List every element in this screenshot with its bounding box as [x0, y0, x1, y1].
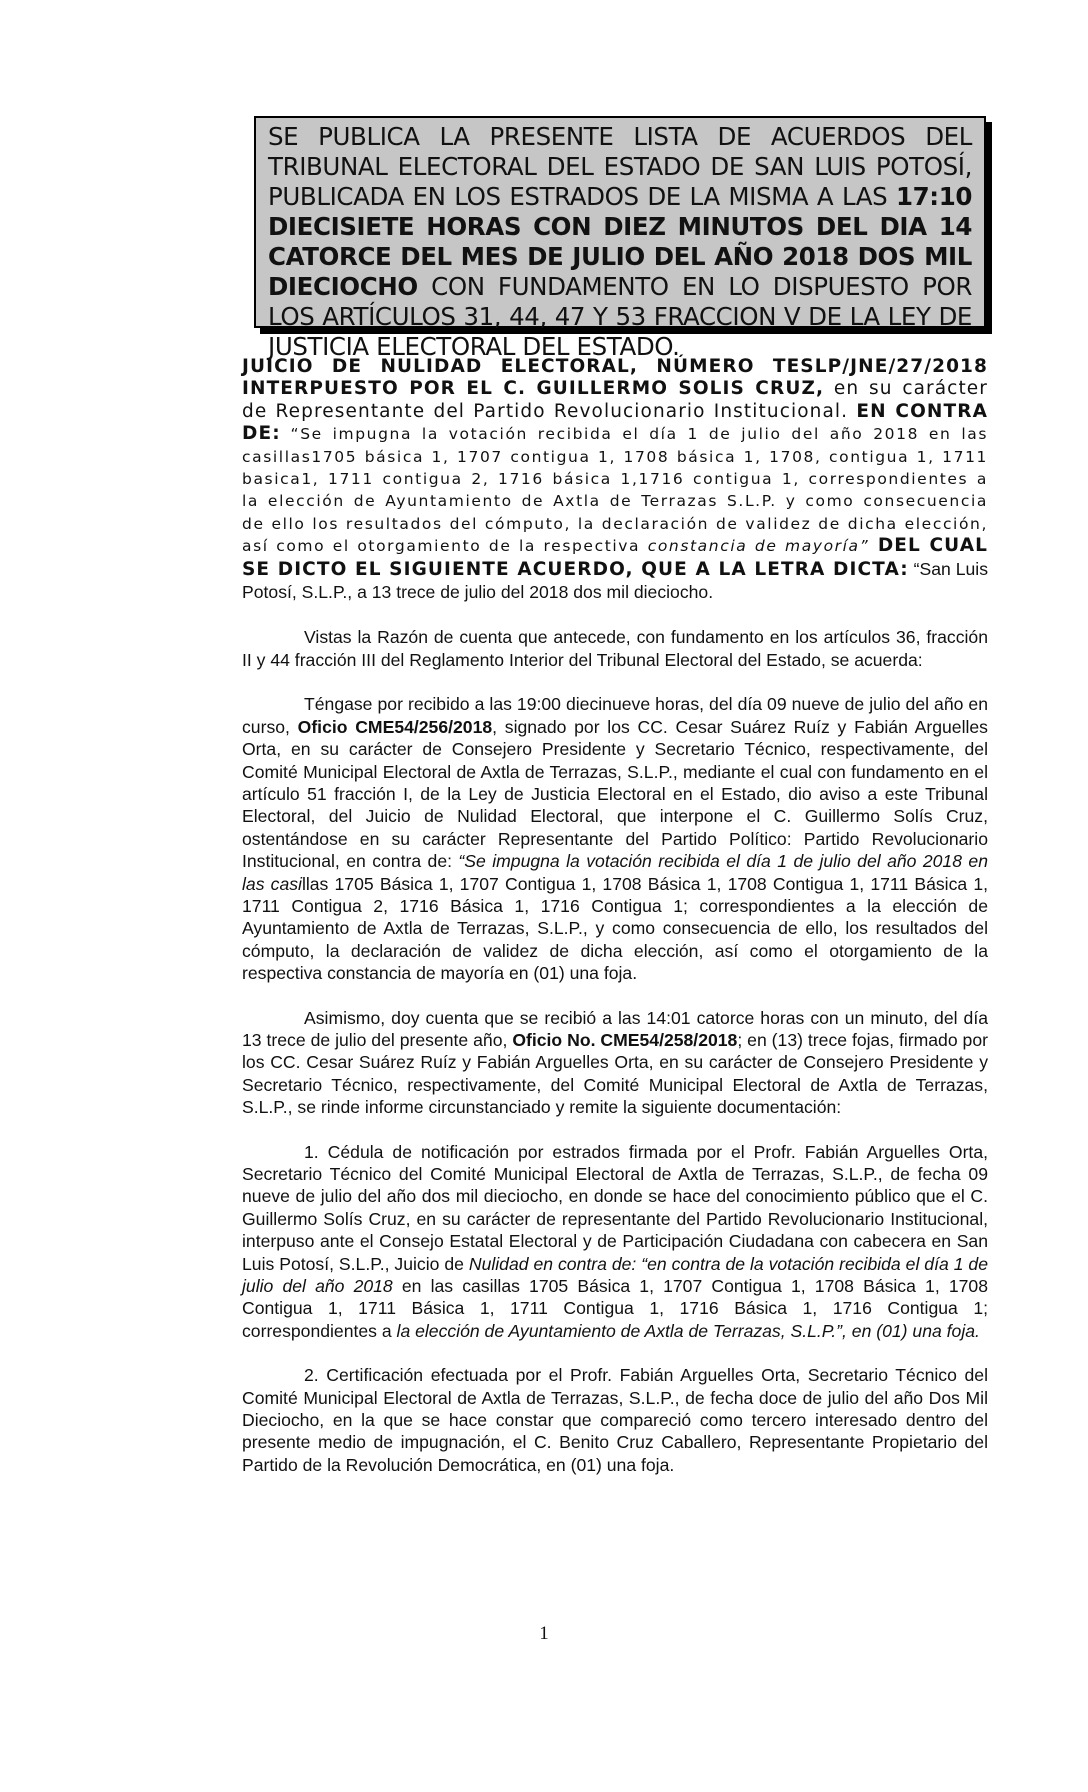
against-label: EN CONTRA DE:	[242, 400, 988, 445]
case-role: en su carácter de Representante del Partido Revolucionario Institucional.	[242, 378, 988, 422]
paragraph-vistas: Vistas la Razón de cuenta que antecede, con fundamento en los artículos 36, fracción II y 44 fracción III del Reglamento Interior del Tribunal Electoral del Estado, se acuerda:	[242, 627, 988, 670]
case-heading: JUICIO DE NULIDAD ELECTORAL, NÚMERO TESLP/JNE/27/2018 INTERPUESTO POR EL C. GUILLERMO SOLIS CRUZ,	[242, 356, 988, 400]
p2-quote-italic: “Se impugna la votación recibida el día 1 de julio del año 2018 en las casi	[242, 851, 988, 894]
notice-date-bold: 17:10 DIECISIETE HORAS CON DIEZ MINUTOS DEL DIA 14 CATORCE DEL MES DE JULIO DEL AÑO 2018 DOS MIL DIECIOCHO	[268, 182, 972, 301]
item1-text-a: 1. Cédula de notificación por estrados firmada por el Profr. Fabián Arguelles Orta, Secretario Técnico del Comité Municipal Electoral de Axtla de Terrazas, S.L.P., de fecha 09 nueve de julio del año dos mil dieciocho, en donde se hace del conocimiento público que el C. Guillermo Solís Cruz, en su carácter de representante del Partido Revolucionario Institucional, interpuso ante el Consejo Estatal Electoral y de Participación Ciudadana con cabecera en San Luis Potosí, S.L.P., Juicio de	[242, 1141, 988, 1274]
list-item-2: 2. Certificación efectuada por el Profr. Fabián Arguelles Orta, Secretario Técnico del Comité Municipal Electoral de Axtla de Terrazas, S.L.P., de fecha doce de julio del año Dos Mil Dieciocho, en la que se hace constar que compareció como tercero interesado dentro del presente medio de impugnación, el C. Benito Cruz Caballero, Representante Propietario del Partido de la Revolución Democrática, en (01) una foja.	[242, 1365, 988, 1475]
p3-text-b: ; en (13) trece fojas, firmado por los CC. Cesar Suárez Ruíz y Fabián Arguelles Orta, en su carácter de Consejero Presidente y Secretario Técnico, respectivamente, del Comité Municipal Electoral de Axtla de Terrazas, S.L.P., se rinde informe circunstanciado y remite la siguiente documentación:	[242, 1029, 988, 1118]
p3-oficio: Oficio No. CME54/258/2018	[512, 1029, 738, 1050]
case-quote-italic: constancia de mayoría”	[647, 537, 870, 556]
p2-text-a: Téngase por recibido a las 19:00 diecinueve horas, del día 09 nueve de julio del año en curso,	[242, 694, 988, 737]
agreement-label: DEL CUAL SE DICTO EL SIGUIENTE ACUERDO, QUE A LA LETRA DICTA:	[242, 535, 988, 580]
paragraph-asimismo	[242, 1007, 988, 1119]
document-body	[242, 356, 988, 1476]
notice-text-part2: CON FUNDAMENTO EN LO DISPUESTO POR LOS ARTÍCULOS 31, 44, 47 Y 53 FRACCION V DE LA LEY DE JUSTICIA ELECTORAL DEL ESTADO.	[268, 272, 972, 361]
p3-text-a: Asimismo, doy cuenta que se recibió a las 14:01 catorce horas con un minuto, del día 13 trece de julio del presente año,	[242, 1007, 988, 1050]
item1-text-b: en las casillas 1705 Básica 1, 1707 Contigua 1, 1708 Básica 1, 1708 Contigua 1, 1711 Básica 1, 1711 Contigua 1, 1716 Básica 1, 1716 Contigua 1; correspondientes a	[242, 1276, 988, 1341]
p2-text-c: llas 1705 Básica 1, 1707 Contigua 1, 1708 Básica 1, 1708 Contigua 1, 1711 Básica 1, 1711 Contigua 2, 1716 Básica 1, 1716 Contigua 1; correspondientes a la elección de Ayuntamiento de Axtla de Terrazas, S.L.P., y como consecuencia de ello, los resultados del cómputo, la declaración de validez de dicha elección, así como el otorgamiento de la respectiva constancia de mayoría en (01) una foja.	[242, 873, 988, 984]
p2-oficio: Oficio CME54/256/2018	[297, 716, 493, 737]
case-heading-paragraph	[242, 356, 988, 604]
item1-italic-1: Nulidad en contra de: “en contra de la votación recibida el día 1 de julio del año 2018	[242, 1253, 989, 1297]
item1-italic-2: la elección de Ayuntamiento de Axtla de Terrazas, S.L.P.”, en (01) una foja.	[396, 1320, 980, 1341]
p2-text-b: , signado por los CC. Cesar Suárez Ruíz y Fabián Arguelles Orta, en su carácter de Consejero Presidente y Secretario Técnico, respectivamente, del Comité Municipal Electoral de Axtla de Terrazas, S.L.P., mediante el cual con fundamento en el artículo 51 fracción I, de la Ley de Justicia Electoral en el Estado, dio aviso a este Tribunal Electoral, del Juicio de Nulidad Electoral, que interpone el C. Guillermo Solís Cruz, ostentándose en su carácter Representante del Partido Político: Partido Revolucionario Institucional, en contra de:	[242, 716, 988, 872]
paragraph-tengase	[242, 693, 988, 984]
case-quote: “Se impugna la votación recibida el día 1 de julio del año 2018 en las casillas1705 básica 1, 1707 contigua 1, 1708 básica 1, 1708, contigua 1, 1711 basica1, 1711 contigua 2, 1716 básica 1,1716 contigua 1, correspondientes a la elección de Ayuntamiento de Axtla de Terrazas S.L.P. y como consecuencia de ello los resultados del cómputo, la declaración de validez de dicha elección, así como el otorgamiento de la respectiva	[242, 425, 988, 556]
publication-notice-box	[254, 116, 986, 361]
agreement-date: “San Luis Potosí, S.L.P., a 13 trece de julio del 2018 dos mil dieciocho.	[242, 558, 989, 603]
list-item-1	[242, 1141, 988, 1343]
notice-text-part1: SE PUBLICA LA PRESENTE LISTA DE ACUERDOS DEL TRIBUNAL ELECTORAL DEL ESTADO DE SAN LUIS POTOSÍ, PUBLICADA EN LOS ESTRADOS DE LA MISMA A LAS	[268, 122, 972, 211]
page-number: 1	[539, 1623, 549, 1644]
